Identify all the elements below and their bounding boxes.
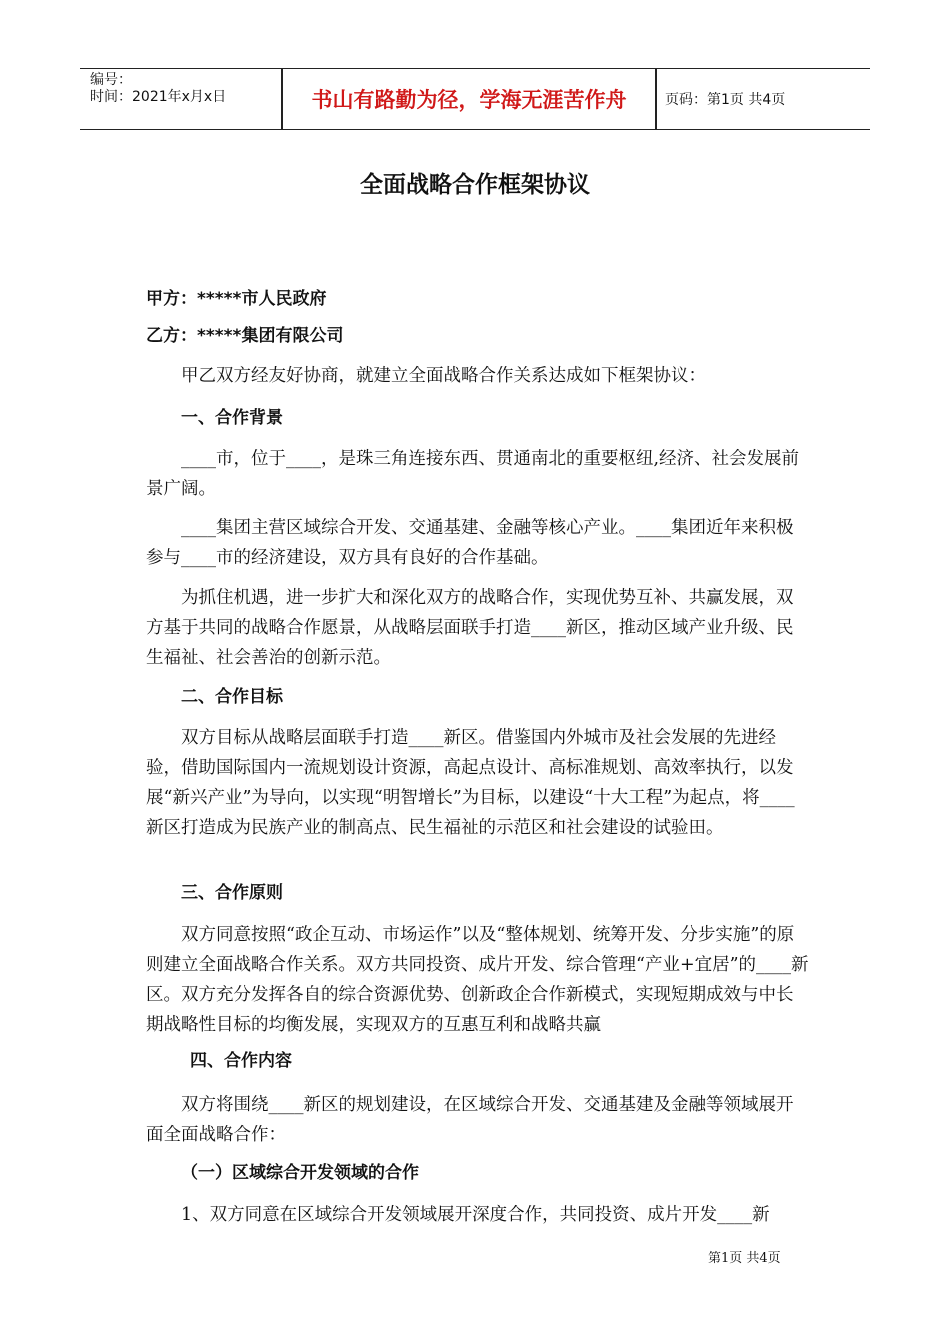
paragraph: ____集团主营区域综合开发、交通基建、金融等核心产业。____集团近年来积极参与____市的经济建设，双方具有良好的合作基础。 xyxy=(146,518,794,568)
header-motto: 书山有路勤为径，学海无涯苦作舟 xyxy=(311,88,627,112)
party-a: 甲方：*****市人民政府 xyxy=(146,289,327,309)
paragraph: 双方将围绕____新区的规划建设，在区域综合开发、交通基建及金融等领域展开面全面战略合作： xyxy=(146,1095,794,1145)
paragraph: 为抓住机遇，进一步扩大和深化双方的战略合作，实现优势互补、共赢发展，双方基于共同的战略合作愿景，从战略层面联手打造____新区，推动区域产业升级、民生福祉、社会善治的创新示范。 xyxy=(146,588,794,668)
paragraph: 双方同意按照“政企互动、市场运作”以及“整体规划、统筹开发、分步实施”的原则建立全面战略合作关系。双方共同投资、成片开发、综合管理“产业+宜居”的____新区。双方充分发挥各自的综合资源优势、创新政企合作新模式，实现短期成效与中长期战略性目标的均衡发展，实现双方的互惠互利和战略共赢 xyxy=(146,925,809,1035)
party-b: 乙方：*****集团有限公司 xyxy=(146,326,344,346)
intro-paragraph: 甲乙双方经友好协商，就建立全面战略合作关系达成如下框架协议： xyxy=(181,366,706,386)
section-heading: 一、合作背景 xyxy=(181,408,283,428)
header-meta xyxy=(80,69,280,129)
header-divider xyxy=(655,69,657,129)
code-label: 编号： xyxy=(90,72,132,88)
paragraph: 1、双方同意在区域综合开发领域展开深度合作，共同投资、成片开发____新 xyxy=(181,1205,770,1225)
section-heading: 三、合作原则 xyxy=(181,883,283,903)
document-title: 全面战略合作框架协议 xyxy=(360,172,590,198)
page-footer: 第1页 共4页 xyxy=(708,1251,781,1266)
time-label: 时间：2021年x月x日 xyxy=(90,89,227,105)
header-page-info: 页码：第1页 共4页 xyxy=(665,92,786,108)
document-header xyxy=(80,68,870,130)
section-heading: 四、合作内容 xyxy=(190,1051,292,1071)
paragraph: 双方目标从战略层面联手打造____新区。借鉴国内外城市及社会发展的先进经验，借助国际国内一流规划设计资源，高起点设计、高标准规划、高效率执行，以发展“新兴产业”为导向，以实现“明智增长”为目标，以建设“十大工程”为起点，将____新区打造成为民族产业的制高点、民生福祉的示范区和社会建设的试验田。 xyxy=(146,728,795,838)
subsection-heading: （一）区域综合开发领域的合作 xyxy=(181,1163,419,1183)
paragraph: ____市，位于____，是珠三角连接东西、贯通南北的重要枢纽,经济、社会发展前景广阔。 xyxy=(146,449,800,499)
section-heading: 二、合作目标 xyxy=(181,687,283,707)
